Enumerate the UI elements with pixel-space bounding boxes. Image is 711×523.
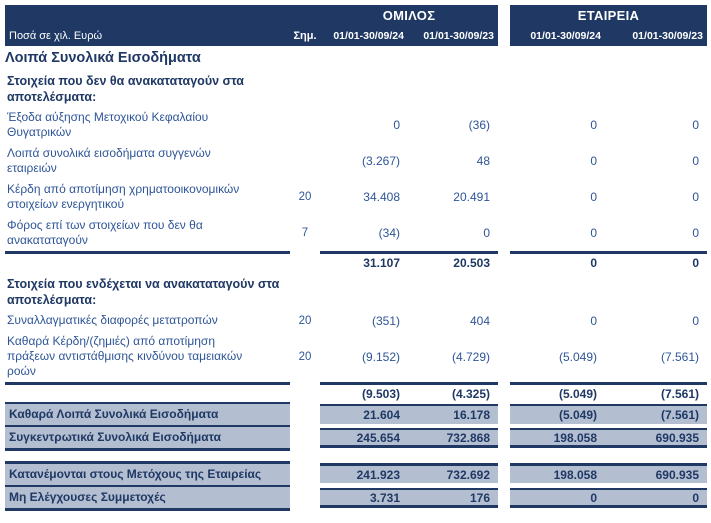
amount-company-prior: 0: [692, 313, 699, 328]
row-label: Μη Ελέγχουσες Συμμετοχές: [5, 485, 290, 511]
subtotal-row: [5, 382, 711, 402]
note-cell: [290, 428, 320, 448]
section-header-row: [5, 68, 711, 107]
amount-group-prior: 16.178: [408, 404, 498, 424]
company-period-prior: 01/01-30/09/23: [632, 30, 703, 42]
amount-group-current: (351): [371, 313, 400, 328]
note-cell: [290, 143, 320, 179]
table-header: [5, 5, 711, 46]
total-row: [5, 425, 711, 451]
amount-company-prior: 690.935: [605, 463, 707, 483]
group-title-row: [5, 5, 498, 26]
total-row: [5, 461, 711, 485]
note-cell: 7: [301, 227, 309, 239]
amount-company-prior: 0: [605, 488, 707, 508]
column-gap: [498, 179, 510, 215]
note-cell: [290, 488, 320, 508]
row-label: [5, 382, 290, 402]
amount-group-prior: (4.729): [451, 349, 490, 364]
row-label: Συναλλαγματικές διαφορές μετατροπών: [7, 313, 218, 327]
table-row: [5, 331, 711, 382]
note-cell: 20: [298, 314, 312, 327]
amount-group-prior: 732.868: [408, 428, 498, 448]
block-spacer: [5, 451, 711, 461]
amount-group-current: 0: [393, 118, 400, 132]
section-header-row: [5, 271, 711, 310]
column-gap: [498, 331, 510, 382]
amount-group-prior: 176: [408, 488, 498, 508]
amount-group-prior: 404: [469, 313, 490, 328]
amount-company-current: 0: [510, 488, 605, 508]
note-cell: [290, 382, 320, 402]
company-title: ΕΤΑΙΡΕΙΑ: [577, 8, 640, 23]
amount-company-prior: (7.561): [660, 349, 699, 364]
table-row: [5, 143, 711, 179]
column-gap: [498, 215, 510, 251]
row-label: [5, 251, 290, 271]
group-period-current: 01/01-30/09/24: [333, 30, 404, 42]
amount-company-current: 0: [590, 313, 597, 328]
amount-group-prior: 732.692: [408, 463, 498, 483]
amount-group-current: (34): [378, 226, 400, 240]
column-gap: [498, 488, 510, 508]
amount-group-current: 3.731: [320, 488, 408, 508]
note-column-header: Σημ.: [293, 30, 317, 42]
note-cell: [290, 107, 320, 143]
group-header-block: [5, 5, 498, 46]
note-cell: 20: [298, 350, 312, 363]
column-gap: [498, 251, 510, 271]
column-gap: [498, 382, 510, 402]
total-row: [5, 402, 711, 425]
table-row: [5, 179, 711, 215]
amount-group-prior: 20.491: [453, 190, 490, 204]
row-label: Καθαρά Κέρδη/(ζημιές) από αποτίμηση πράξεων αντιστάθμισης κινδύνου ταμειακών ροών: [7, 334, 243, 378]
amount-company-prior: (7.561): [605, 404, 707, 424]
amount-group-current: 241.923: [320, 463, 408, 483]
units-label: Ποσά σε χιλ. Ευρώ: [9, 30, 103, 42]
amount-group-prior: 48: [476, 154, 490, 168]
row-label: Λοιπά συνολικά εισοδήματα συγγενών εταιρειών: [7, 146, 211, 175]
total-row: [5, 485, 711, 511]
amount-group-current: 245.654: [320, 428, 408, 448]
row-label: Καθαρά Λοιπά Συνολικά Εισοδήματα: [5, 402, 290, 425]
amount-company-current: 0: [590, 226, 597, 240]
amount-group-current: 31.107: [320, 251, 408, 271]
row-label: Συγκεντρωτικά Συνολικά Εισοδήματα: [5, 425, 290, 451]
amount-company-prior: 690.935: [605, 428, 707, 448]
amount-company-prior: 0: [692, 118, 699, 132]
row-label: Κέρδη από αποτίμηση χρηματοοικονομικών στοιχείων ενεργητικού: [7, 182, 240, 211]
note-cell: [290, 251, 320, 271]
amount-group-current: 34.408: [363, 190, 400, 204]
amount-group-prior: 0: [483, 226, 490, 240]
group-periods-row: [5, 26, 498, 46]
amount-company-current: 198.058: [510, 428, 605, 448]
amount-company-prior: (7.561): [605, 382, 707, 402]
amount-company-current: 0: [590, 190, 597, 204]
row-label: Κατανέμονται στους Μετόχους της Εταιρείας: [5, 461, 290, 485]
amount-group-prior: (4.325): [408, 382, 498, 402]
amount-group-current: (9.152): [361, 349, 400, 364]
company-period-current: 01/01-30/09/24: [530, 30, 601, 42]
note-cell: [290, 404, 320, 424]
column-gap: [498, 404, 510, 424]
group-period-prior: 01/01-30/09/23: [423, 30, 494, 42]
section-header: Στοιχεία που δεν θα ανακαταταγούν στα αποτελέσματα:: [7, 74, 244, 104]
row-label: Φόρος επί των στοιχείων που δεν θα ανακαταταγούν: [7, 218, 203, 247]
section-header: Στοιχεία που ενδέχεται να ανακαταταγούν στα αποτελέσματα:: [7, 277, 280, 307]
amount-company-current: 0: [590, 154, 597, 168]
column-gap: [498, 463, 510, 483]
amount-company-current: (5.049): [510, 382, 605, 402]
company-periods-row: [510, 26, 707, 46]
note-cell: [290, 463, 320, 483]
amount-group-prior: 20.503: [408, 251, 498, 271]
amount-company-current: (5.049): [510, 404, 605, 424]
table-row: [5, 215, 711, 251]
amount-company-prior: 0: [692, 226, 699, 240]
company-title-row: [510, 5, 707, 26]
amount-company-current: 0: [510, 251, 605, 271]
column-gap: [498, 428, 510, 448]
amount-company-current: (5.049): [558, 349, 597, 364]
column-gap: [498, 143, 510, 179]
column-gap: [498, 310, 510, 331]
amount-company-prior: 0: [605, 251, 707, 271]
amount-group-current: (9.503): [320, 382, 408, 402]
company-header-block: [510, 5, 707, 46]
row-label: Έξοδα αύξησης Μετοχικού Κεφαλαίου Θυγατρικών: [7, 110, 209, 139]
table-row: [5, 310, 711, 331]
column-gap: [498, 107, 510, 143]
amount-group-prior: (36): [468, 118, 490, 132]
statement-title: Λοιπά Συνολικά Εισοδήματα: [5, 50, 201, 66]
amount-company-prior: 0: [692, 190, 699, 204]
amount-company-prior: 0: [692, 154, 699, 168]
amount-group-current: (3.267): [361, 154, 400, 168]
subtotal-row: [5, 251, 711, 271]
amount-company-current: 198.058: [510, 463, 605, 483]
amount-company-current: 0: [590, 118, 597, 132]
amount-group-current: 21.604: [320, 404, 408, 424]
note-cell: 20: [298, 191, 312, 203]
group-title: ΟΜΙΛΟΣ: [382, 8, 436, 23]
table-row: [5, 107, 711, 143]
